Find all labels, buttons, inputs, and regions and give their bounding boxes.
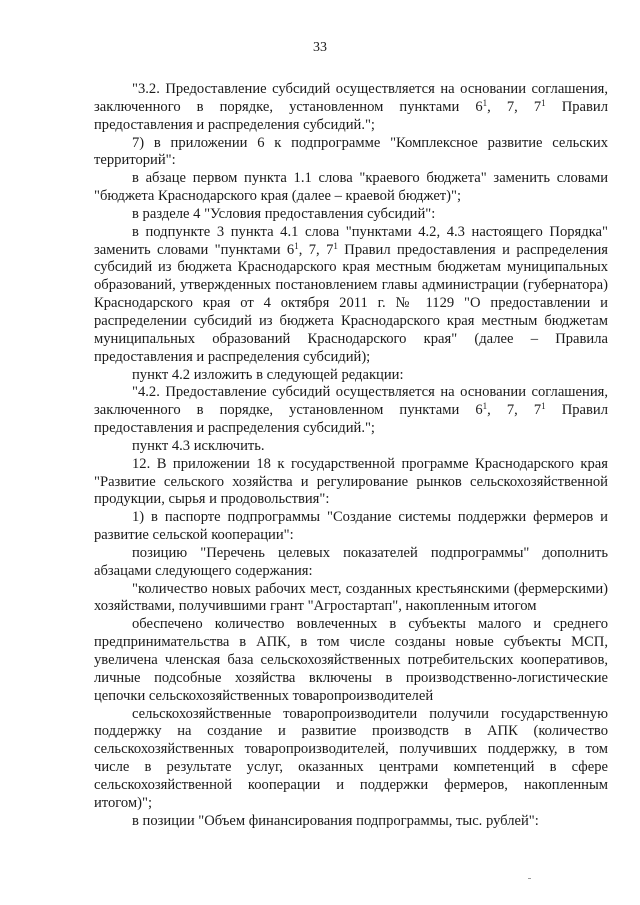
paragraph: позицию "Перечень целевых показателей подпрограммы" дополнить абзацами следующего содержания: <box>94 544 608 579</box>
page-number: 33 <box>313 40 327 55</box>
paragraph: в разделе 4 "Условия предоставления субсидий": <box>132 205 436 222</box>
paragraph: в позиции "Объем финансирования подпрограммы, тыс. рублей": <box>132 812 539 829</box>
paragraph: 12. В приложении 18 к государственной программе Краснодарского края "Развитие сельского хозяйства и регулирование рынков сельскохозяйственной продукции, сырья и продовольствия": <box>94 455 608 508</box>
paragraph: пункт 4.2 изложить в следующей редакции: <box>132 366 404 383</box>
paragraph: "количество новых рабочих мест, созданных крестьянскими (фермерскими) хозяйствами, получившими грант "Агростартап", накопленным итогом <box>94 580 608 615</box>
scan-speck <box>528 878 531 879</box>
paragraph: "4.2. Предоставление субсидий осуществляется на основании соглашения, заключенного в порядке, установленном пунктами $6^1$, 7, $7^1$ Правил предоставления и распределения субсидий."; <box>94 384 609 437</box>
paragraph: сельскохозяйственные товаропроизводители получили государственную поддержку на создание и развитие производств в АПК (количество сельскохозяйственных товаропроизводителей, получивших поддержку, в том числе в результате услуг, оказанных центрами компетенций в сфере сельскохозяйственной кооперации и поддержки фермеров, накопленным итогом)"; <box>94 705 608 811</box>
paragraph: пункт 4.3 исключить. <box>132 437 265 454</box>
paragraph: в абзаце первом пункта 1.1 слова "краевого бюджета" заменить словами "бюджета Краснодарского края (далее – краевой бюджет)"; <box>94 170 608 205</box>
paragraph: 7) в приложении 6 к подпрограмме "Комплексное развитие сельских территорий": <box>94 134 608 169</box>
paragraph: 1) в паспорте подпрограммы "Создание системы поддержки фермеров и развитие сельской кооперации": <box>94 509 608 544</box>
document-body <box>94 81 608 830</box>
paragraph: обеспечено количество вовлеченных в субъекты малого и среднего предпринимательства в АПК, в том числе созданы новые субъекты МСП, увеличена членская база сельскохозяйственных потребительских кооперативов, личные подсобные хозяйства включены в производственно-логистические цепочки сельскохозяйственных товаропроизводителей <box>94 616 608 704</box>
paragraph: "3.2. Предоставление субсидий осуществляется на основании соглашения, заключенного в порядке, установленном пунктами $6^1$, 7, $7^1$ Правил предоставления и распределения субсидий."; <box>94 81 609 133</box>
paragraph: в подпункте 3 пункта 4.1 слова "пунктами 4.2, 4.3 настоящего Порядка" заменить словами "пунктами $6^1$, 7, $7^1$ Правил предоставления и распределения субсидий из бюджета Краснодарского края местным бюджетам муниципальных образований, утвержденных постановлением главы администрации (губернатора) Краснодарского края от 4 октября 2011 г. № 1129 "О предоставлении и распределении субсидий из бюджета Краснодарского края местным бюджетам муниципальных образований Краснодарского края" (далее – Правила предоставления и распределения субсидий); <box>94 223 609 365</box>
